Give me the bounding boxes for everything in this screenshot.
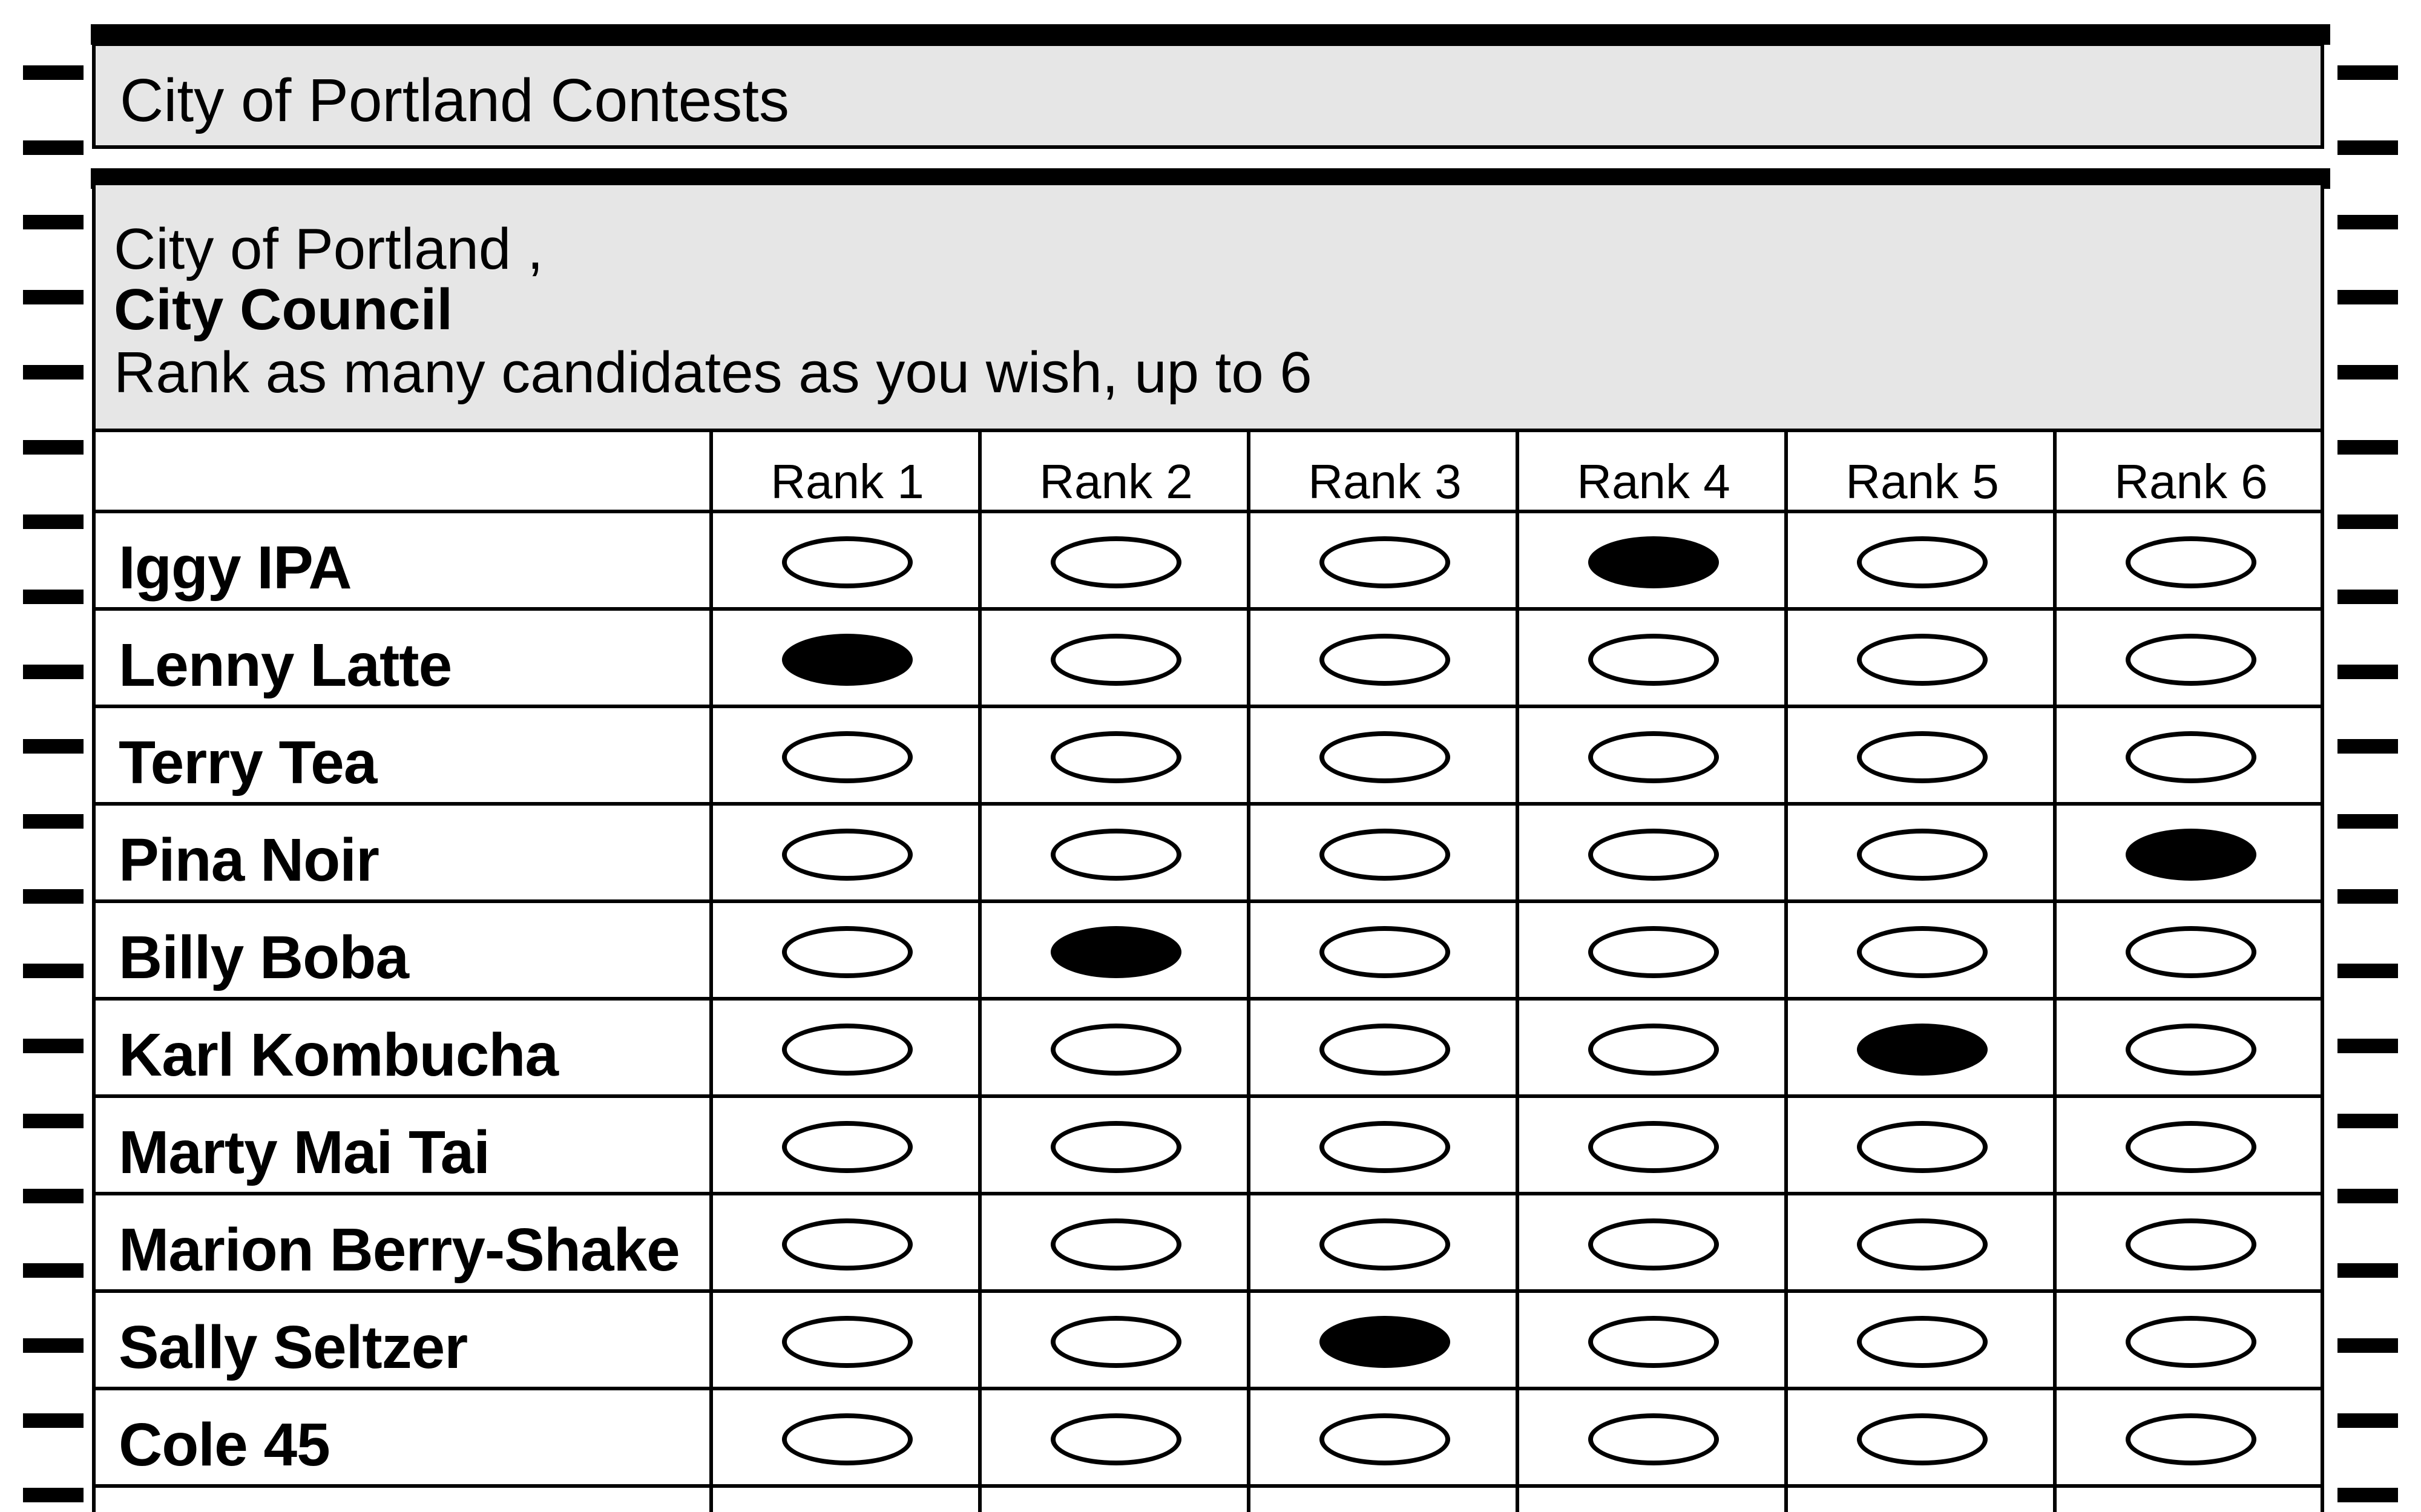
rank-6-bubble[interactable] xyxy=(2126,536,2256,588)
rank-2-bubble[interactable] xyxy=(1051,536,1181,588)
rank-header-3: Rank 3 xyxy=(1308,455,1462,508)
rank-header-2: Rank 2 xyxy=(1039,455,1193,508)
timing-mark xyxy=(2337,665,2398,679)
rank-3-bubble[interactable] xyxy=(1319,1316,1450,1368)
rank-header-6: Rank 6 xyxy=(2114,455,2268,508)
timing-mark xyxy=(2337,889,2398,904)
rank-1-bubble[interactable] xyxy=(782,634,913,686)
candidate-name: Karl Kombucha xyxy=(119,1021,559,1089)
timing-mark xyxy=(2337,1263,2398,1278)
candidate-name: Billy Boba xyxy=(119,924,409,991)
rank-3-bubble[interactable] xyxy=(1319,1121,1450,1173)
rank-header-5: Rank 5 xyxy=(1845,455,1999,508)
timing-mark xyxy=(2337,514,2398,529)
timing-mark xyxy=(23,964,84,978)
timing-mark xyxy=(2337,739,2398,754)
timing-mark xyxy=(23,1263,84,1278)
rank-1-bubble[interactable] xyxy=(782,1121,913,1173)
rank-4-bubble[interactable] xyxy=(1588,1218,1719,1270)
rank-6-bubble[interactable] xyxy=(2126,1413,2256,1465)
rank-3-bubble[interactable] xyxy=(1319,1024,1450,1076)
rank-2-bubble[interactable] xyxy=(1051,634,1181,686)
timing-mark xyxy=(23,1338,84,1353)
timing-mark xyxy=(23,590,84,604)
timing-mark xyxy=(2337,140,2398,155)
timing-mark xyxy=(2337,440,2398,455)
rank-6-bubble[interactable] xyxy=(2126,1316,2256,1368)
rank-2-bubble[interactable] xyxy=(1051,1024,1181,1076)
right-timing-marks xyxy=(2337,0,2398,1511)
candidate-row xyxy=(96,1098,2321,1195)
timing-mark xyxy=(23,140,84,155)
timing-mark xyxy=(23,1189,84,1203)
contest-office: City Council xyxy=(114,277,453,342)
candidate-name: Marty Mai Tai xyxy=(119,1119,490,1186)
timing-mark xyxy=(23,1488,84,1502)
rank-5-bubble[interactable] xyxy=(1857,1218,1988,1270)
contest-header xyxy=(92,185,2324,432)
candidate-name: Terry Tea xyxy=(119,729,377,797)
rank-3-bubble[interactable] xyxy=(1319,926,1450,978)
rank-3-bubble[interactable] xyxy=(1319,634,1450,686)
rank-5-bubble[interactable] xyxy=(1857,536,1988,588)
timing-mark xyxy=(2337,964,2398,978)
timing-mark xyxy=(2337,590,2398,604)
timing-mark xyxy=(23,739,84,754)
candidate-row xyxy=(96,1195,2321,1293)
timing-mark xyxy=(23,1413,84,1428)
rank-2-bubble[interactable] xyxy=(1051,926,1181,978)
rank-5-bubble[interactable] xyxy=(1857,1024,1988,1076)
rank-3-bubble[interactable] xyxy=(1319,1413,1450,1465)
rank-4-bubble[interactable] xyxy=(1588,1413,1719,1465)
rank-6-bubble[interactable] xyxy=(2126,731,2256,783)
timing-mark xyxy=(23,365,84,380)
rank-1-bubble[interactable] xyxy=(782,829,913,881)
rank-5-bubble[interactable] xyxy=(1857,926,1988,978)
candidate-name: Cole 45 xyxy=(119,1411,330,1479)
rank-4-bubble[interactable] xyxy=(1588,1121,1719,1173)
contest-jurisdiction: City of Portland , xyxy=(114,217,544,281)
candidate-name: Pina Noir xyxy=(119,826,379,894)
candidate-row xyxy=(96,708,2321,806)
timing-mark xyxy=(2337,1488,2398,1502)
rank-header-4: Rank 4 xyxy=(1577,455,1730,508)
rank-3-bubble[interactable] xyxy=(1319,536,1450,588)
rank-6-bubble[interactable] xyxy=(2126,1024,2256,1076)
rank-4-bubble[interactable] xyxy=(1588,926,1719,978)
candidate-name: Marion Berry-Shake xyxy=(119,1216,680,1284)
rank-5-bubble[interactable] xyxy=(1857,1121,1988,1173)
timing-mark xyxy=(2337,1114,2398,1128)
rank-2-bubble[interactable] xyxy=(1051,1121,1181,1173)
timing-mark xyxy=(23,1114,84,1128)
ranking-grid xyxy=(92,429,2324,1512)
rank-1-bubble[interactable] xyxy=(782,1024,913,1076)
rank-4-bubble[interactable] xyxy=(1588,1316,1719,1368)
rank-3-bubble[interactable] xyxy=(1319,731,1450,783)
candidate-row xyxy=(96,1390,2321,1488)
rank-5-bubble[interactable] xyxy=(1857,634,1988,686)
rank-2-bubble[interactable] xyxy=(1051,1218,1181,1270)
timing-mark xyxy=(2337,65,2398,80)
rank-header-1: Rank 1 xyxy=(770,455,924,508)
timing-mark xyxy=(2337,290,2398,304)
candidate-name: Iggy IPA xyxy=(119,534,352,602)
rank-6-bubble[interactable] xyxy=(2126,1218,2256,1270)
rank-2-bubble[interactable] xyxy=(1051,829,1181,881)
candidate-row xyxy=(96,513,2321,611)
timing-mark xyxy=(2337,814,2398,829)
rank-3-bubble[interactable] xyxy=(1319,1218,1450,1270)
rank-1-bubble[interactable] xyxy=(782,1316,913,1368)
candidate-row xyxy=(96,1293,2321,1390)
rank-5-bubble[interactable] xyxy=(1857,1413,1988,1465)
rank-1-bubble[interactable] xyxy=(782,731,913,783)
timing-mark xyxy=(23,440,84,455)
candidate-name: Lenny Latte xyxy=(119,631,452,699)
rank-4-bubble[interactable] xyxy=(1588,731,1719,783)
left-timing-marks xyxy=(23,0,84,1511)
rank-4-bubble[interactable] xyxy=(1588,829,1719,881)
rank-4-bubble[interactable] xyxy=(1588,536,1719,588)
rank-header-row xyxy=(96,429,2321,513)
timing-mark xyxy=(23,215,84,229)
timing-mark xyxy=(23,1039,84,1053)
top-rule xyxy=(91,24,2330,45)
timing-mark xyxy=(23,889,84,904)
rank-6-bubble[interactable] xyxy=(2126,1121,2256,1173)
candidate-name: Sally Seltzer xyxy=(119,1313,468,1381)
rank-2-bubble[interactable] xyxy=(1051,1316,1181,1368)
timing-mark xyxy=(23,665,84,679)
timing-mark xyxy=(2337,1039,2398,1053)
candidate-row xyxy=(96,1001,2321,1098)
rank-5-bubble[interactable] xyxy=(1857,829,1988,881)
rank-6-bubble[interactable] xyxy=(2126,829,2256,881)
rank-1-bubble[interactable] xyxy=(782,926,913,978)
candidate-row xyxy=(96,611,2321,708)
candidate-row xyxy=(96,903,2321,1001)
section-header xyxy=(92,42,2324,149)
rank-6-bubble[interactable] xyxy=(2126,926,2256,978)
timing-mark xyxy=(2337,215,2398,229)
rank-1-bubble[interactable] xyxy=(782,536,913,588)
rank-2-bubble[interactable] xyxy=(1051,1413,1181,1465)
timing-mark xyxy=(23,65,84,80)
rank-3-bubble[interactable] xyxy=(1319,829,1450,881)
contest-instructions: Rank as many candidates as you wish, up to 6 xyxy=(114,340,1312,405)
timing-mark xyxy=(23,290,84,304)
timing-mark xyxy=(2337,1413,2398,1428)
section-title: City of Portland Contests xyxy=(120,67,790,134)
rank-2-bubble[interactable] xyxy=(1051,731,1181,783)
rank-4-bubble[interactable] xyxy=(1588,634,1719,686)
timing-mark xyxy=(2337,1338,2398,1353)
timing-mark xyxy=(23,814,84,829)
candidate-row xyxy=(96,806,2321,903)
rank-5-bubble[interactable] xyxy=(1857,731,1988,783)
timing-mark xyxy=(2337,365,2398,380)
timing-mark xyxy=(2337,1189,2398,1203)
rank-6-bubble[interactable] xyxy=(2126,634,2256,686)
rank-1-bubble[interactable] xyxy=(782,1413,913,1465)
rank-4-bubble[interactable] xyxy=(1588,1024,1719,1076)
rank-1-bubble[interactable] xyxy=(782,1218,913,1270)
timing-mark xyxy=(23,514,84,529)
rank-5-bubble[interactable] xyxy=(1857,1316,1988,1368)
